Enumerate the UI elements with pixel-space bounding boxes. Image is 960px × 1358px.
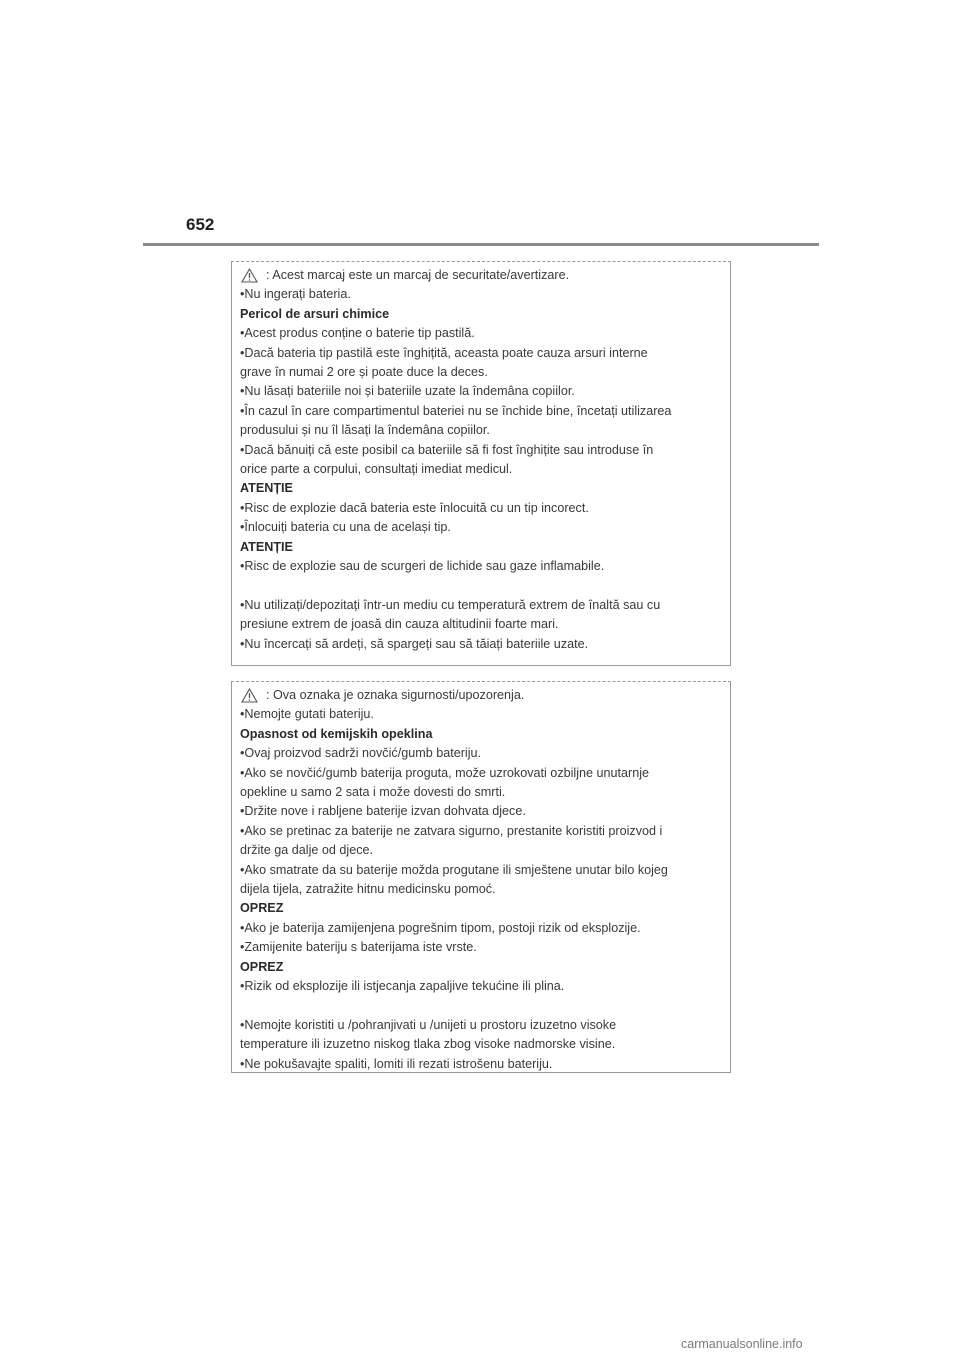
- text-line: [240, 997, 722, 1016]
- text-line: opekline u samo 2 sata i može dovesti do smrti.: [240, 785, 506, 800]
- text-line: •Ovaj proizvod sadrži novčić/gumb bateriju.: [240, 746, 481, 761]
- page-number: 652: [186, 215, 215, 234]
- text-line: •Nemojte gutati bateriju.: [240, 707, 374, 722]
- panel-heading-text: : Acest marcaj este un marcaj de securitate/avertizare.: [266, 268, 570, 282]
- text-line: •Ako je baterija zamijenjena pogrešnim tipom, postoji rizik od eksplozije.: [240, 920, 641, 935]
- text-line: orice parte a corpului, consultați imediat medicul.: [240, 462, 513, 477]
- section-heading: ATENȚIE: [240, 481, 293, 496]
- section-heading: Pericol de arsuri chimice: [240, 306, 390, 321]
- text-line: •Înlocuiți bateria cu una de același tip.: [240, 520, 451, 535]
- text-line: •Ne pokušavajte spaliti, lomiti ili rezati istrošenu bateriju.: [240, 1056, 553, 1071]
- text-line: •Rizik od eksplozije ili istjecanja zapaljive tekućine ili plina.: [240, 979, 565, 994]
- text-line: •Risc de explozie dacă bateria este înlocuită cu un tip incorect.: [240, 500, 589, 515]
- text-line: •Držite nove i rabljene baterije izvan dohvata djece.: [240, 804, 526, 819]
- text-line: produsului și nu îl lăsați la îndemâna copiilor.: [240, 423, 490, 438]
- warning-triangle-icon: [241, 268, 258, 283]
- section-heading: ATENȚIE: [240, 539, 293, 554]
- panel-body: [240, 705, 722, 1074]
- text-line: [240, 577, 722, 596]
- text-line: •Ako se novčić/gumb baterija proguta, može uzrokovati ozbiljne unutarnje: [240, 765, 650, 780]
- text-line: držite ga dalje od djece.: [240, 843, 374, 858]
- text-line: •Nemojte koristiti u /pohranjivati u /unijeti u prostoru izuzetno visoke: [240, 1017, 617, 1032]
- panel-heading: [240, 686, 722, 705]
- text-line: dijela tijela, zatražite hitnu medicinsku pomoć.: [240, 882, 496, 897]
- text-line: •Ako se pretinac za baterije ne zatvara sigurno, prestanite koristiti proizvod i: [240, 823, 663, 838]
- panel-heading: [240, 266, 722, 285]
- text-line: •Nu încercați să ardeți, să spargeți sau să tăiați bateriile uzate.: [240, 636, 589, 651]
- text-line: •Dacă bateria tip pastilă este înghițită, aceasta poate cauza arsuri interne: [240, 345, 648, 360]
- text-line: temperature ili izuzetno niskog tlaka zbog visoke nadmorske visine.: [240, 1037, 616, 1052]
- safety-panel-romanian: [231, 261, 731, 666]
- footer-watermark: carmanualsonline.info: [681, 1337, 803, 1351]
- text-line: •Acest produs conține o baterie tip pastilă.: [240, 326, 475, 341]
- text-line: •În cazul în care compartimentul bateriei nu se închide bine, încetați utilizarea: [240, 403, 672, 418]
- text-line: •Nu ingerați bateria.: [240, 287, 351, 302]
- text-line: grave în numai 2 ore și poate duce la deces.: [240, 365, 488, 380]
- warning-triangle-icon: [241, 688, 258, 703]
- section-heading: OPREZ: [240, 901, 284, 916]
- text-line: •Nu utilizați/depozitați într-un mediu cu temperatură extrem de înaltă sau cu: [240, 597, 661, 612]
- header-divider: [143, 243, 819, 246]
- text-line: •Risc de explozie sau de scurgeri de lichide sau gaze inflamabile.: [240, 559, 605, 574]
- text-line: •Ako smatrate da su baterije možda progutane ili smještene unutar bilo kojeg: [240, 862, 668, 877]
- text-line: •Dacă bănuiți că este posibil ca bateriile să fi fost înghițite sau introduse în: [240, 442, 654, 457]
- text-line: •Nu lăsați bateriile noi și bateriile uzate la îndemâna copiilor.: [240, 384, 575, 399]
- text-line: presiune extrem de joasă din cauza altitudinii foarte mari.: [240, 617, 559, 632]
- safety-panel-croatian: [231, 681, 731, 1073]
- section-heading: OPREZ: [240, 959, 284, 974]
- panel-body: [240, 285, 722, 654]
- text-line: •Zamijenite bateriju s baterijama iste vrste.: [240, 940, 477, 955]
- section-heading: Opasnost od kemijskih opeklina: [240, 726, 433, 741]
- panel-heading-text: : Ova oznaka je oznaka sigurnosti/upozorenja.: [266, 688, 525, 702]
